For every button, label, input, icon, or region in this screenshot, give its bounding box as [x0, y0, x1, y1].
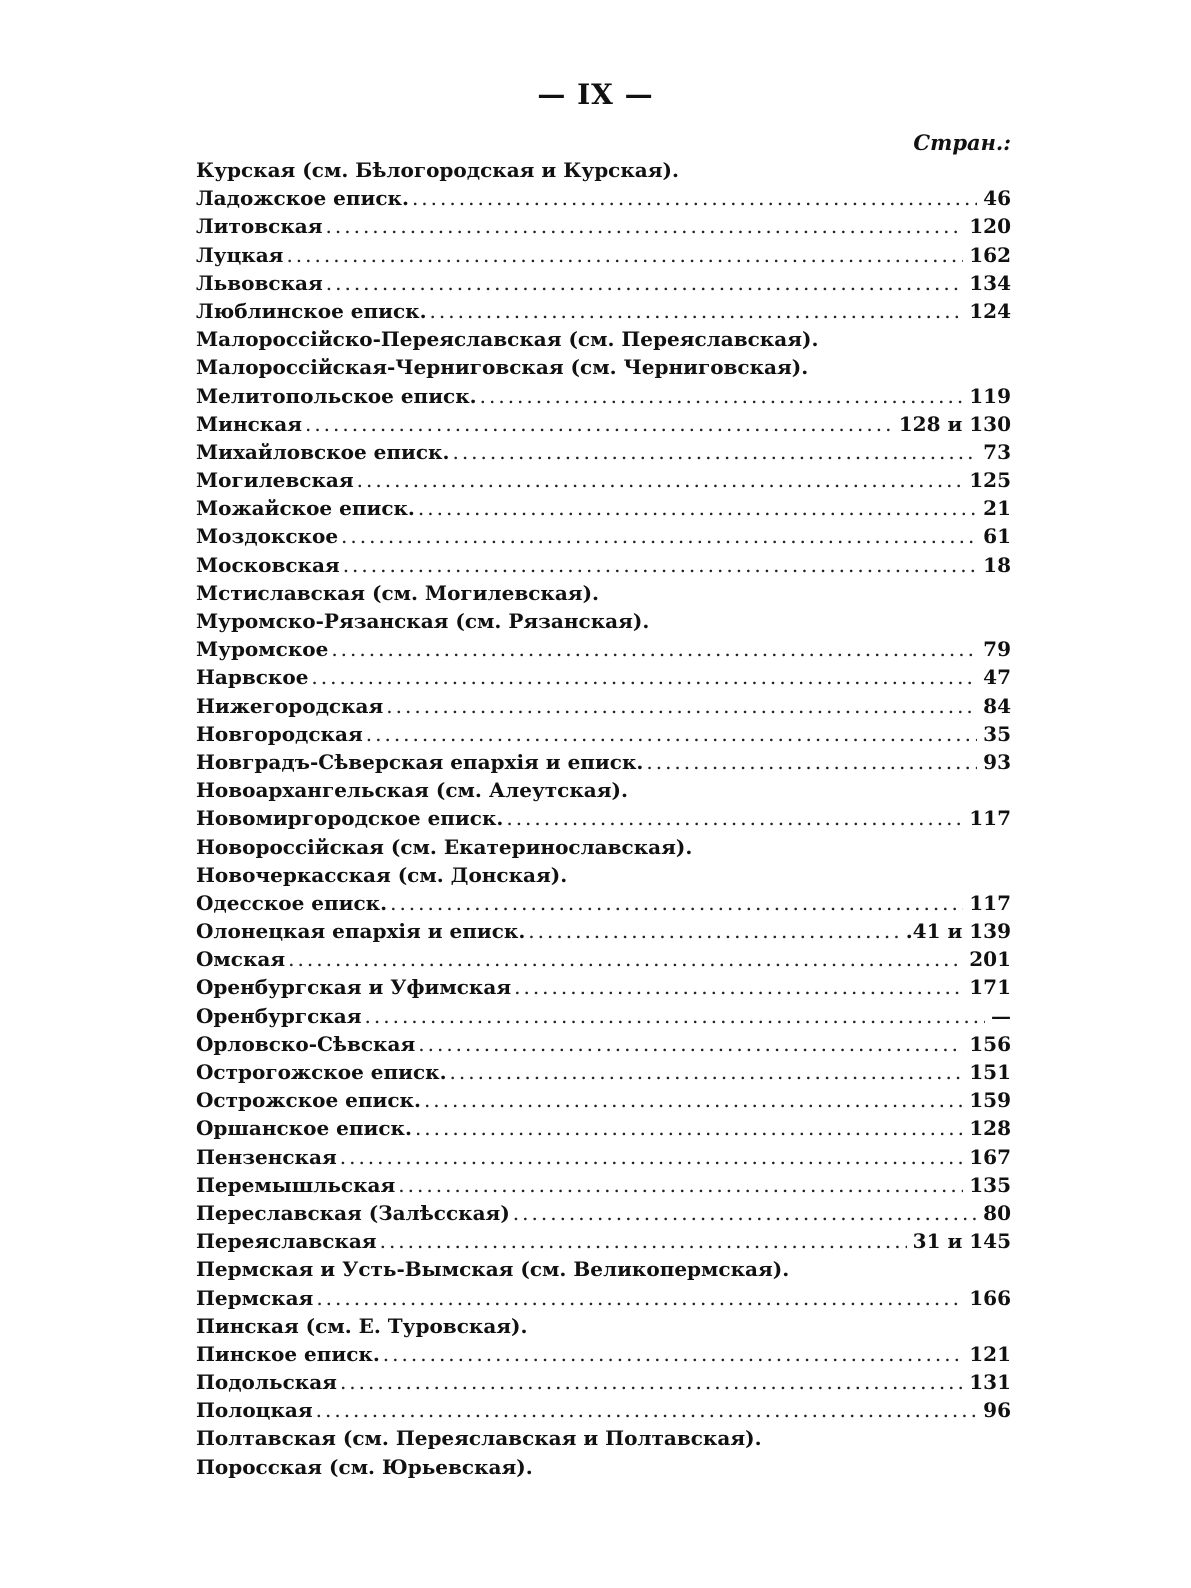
dot-leader [288, 947, 963, 971]
index-entry [196, 919, 1011, 947]
entry-page: 135 [969, 1172, 1011, 1197]
entry-name: Можайское еписк. [196, 496, 415, 521]
entry-page: 134 [969, 270, 1011, 295]
entry-page: 93 [983, 749, 1011, 774]
entry-page: 31 и 145 [912, 1229, 1011, 1254]
dot-leader [452, 440, 977, 464]
dot-leader [513, 1201, 977, 1225]
dot-leader [506, 806, 963, 830]
index-entry [196, 1116, 1011, 1144]
index-entry [196, 750, 1011, 778]
entry-page: 159 [969, 1088, 1011, 1113]
entry-page: 47 [983, 665, 1011, 690]
dot-leader [528, 919, 899, 943]
index-entry [196, 299, 1011, 327]
index-entry [196, 1004, 1011, 1032]
entry-page: 117 [969, 806, 1011, 831]
index-entry [196, 1455, 1011, 1483]
index-entry [196, 158, 1011, 186]
entry-name: Оренбургская и Уфимская [196, 975, 512, 1000]
entry-name: Люблинское еписк. [196, 298, 427, 323]
entry-name: Новградъ-Сѣверская епархія и еписк. [196, 749, 644, 774]
dot-leader [316, 1286, 963, 1310]
dot-leader [480, 384, 964, 408]
entry-page: 162 [969, 242, 1011, 267]
entry-page: 201 [969, 947, 1011, 972]
dot-leader [311, 665, 977, 689]
entry-page: 171 [969, 975, 1011, 1000]
entry-page: 156 [969, 1031, 1011, 1056]
entry-name: Новоархангельская (см. Алеутская). [196, 778, 628, 803]
index-entry [196, 468, 1011, 496]
entry-name: Луцкая [196, 242, 284, 267]
entry-page: 21 [983, 496, 1011, 521]
index-entry [196, 1398, 1011, 1426]
entry-page: 125 [969, 468, 1011, 493]
entry-name: Острожское еписк. [196, 1088, 421, 1113]
entry-name: Олонецкая епархія и еписк. [196, 919, 526, 944]
entry-name: Полтавская (см. Переяславская и Полтавская). [196, 1426, 762, 1451]
index-entry [196, 1229, 1011, 1257]
index-entry [196, 384, 1011, 412]
dot-leader [340, 1370, 963, 1394]
entry-page: 131 [969, 1370, 1011, 1395]
entry-name: Омская [196, 947, 286, 972]
index-entry [196, 863, 1011, 891]
index-entry [196, 1201, 1011, 1229]
dot-leader [418, 496, 977, 520]
dot-leader [341, 524, 977, 548]
index-entry [196, 243, 1011, 271]
entry-page: 96 [983, 1398, 1011, 1423]
entry-name: Литовская [196, 214, 323, 239]
entry-name: Перемышльская [196, 1172, 396, 1197]
entry-page: 128 и 130 [898, 411, 1011, 436]
index-entry [196, 1314, 1011, 1342]
dot-leader [365, 1004, 985, 1028]
entry-page: 167 [969, 1144, 1011, 1169]
index-entry [196, 581, 1011, 609]
index-entry [196, 1426, 1011, 1454]
entry-name: Пинская (см. Е. Туровская). [196, 1313, 528, 1338]
dot-leader [316, 1398, 978, 1422]
entry-name: Мстиславская (см. Могилевская). [196, 580, 600, 605]
index-entry [196, 1286, 1011, 1314]
entry-name: Михайловское еписк. [196, 439, 450, 464]
entry-page: .41 и 139 [905, 919, 1011, 944]
entry-name: Переславская (Залѣсская) [196, 1200, 510, 1225]
entry-name: Оршанское еписк. [196, 1116, 412, 1141]
index-entry [196, 806, 1011, 834]
entry-page: 80 [983, 1200, 1011, 1225]
index-entry [196, 835, 1011, 863]
entry-name: Пензенская [196, 1144, 337, 1169]
entry-name: Пинское еписк. [196, 1341, 380, 1366]
index-entry [196, 496, 1011, 524]
index-entry [196, 524, 1011, 552]
entry-page: 73 [983, 439, 1011, 464]
index-entry [196, 1060, 1011, 1088]
entry-name: Моздокское [196, 524, 339, 549]
entry-page: 120 [969, 214, 1011, 239]
index-entry [196, 186, 1011, 214]
index-entry [196, 1145, 1011, 1173]
entry-page: 119 [969, 383, 1011, 408]
entry-name: Пермская и Усть-Вымская (см. Великопермская). [196, 1257, 790, 1282]
index-list [196, 158, 1011, 1483]
entry-name: Львовская [196, 270, 323, 295]
dot-leader [412, 186, 977, 210]
entry-page: 84 [983, 693, 1011, 718]
dot-leader [343, 553, 977, 577]
entry-name: Мелитопольское еписк. [196, 383, 477, 408]
dot-leader [450, 1060, 964, 1084]
dot-leader [386, 694, 977, 718]
entry-page: — [991, 1003, 1011, 1028]
dot-leader [646, 750, 977, 774]
index-entry [196, 891, 1011, 919]
dot-leader [383, 1342, 963, 1366]
entry-page: 151 [969, 1060, 1011, 1084]
entry-page: 117 [969, 890, 1011, 915]
entry-page: 61 [983, 524, 1011, 549]
dot-leader [357, 468, 964, 492]
entry-page: 121 [969, 1341, 1011, 1366]
dot-leader [390, 891, 963, 915]
entry-name: Оренбургская [196, 1003, 362, 1028]
dot-leader [430, 299, 964, 323]
entry-name: Муромско-Рязанская (см. Рязанская). [196, 609, 650, 633]
entry-name: Нижегородская [196, 693, 384, 718]
entry-page: 46 [983, 186, 1011, 211]
index-entry [196, 553, 1011, 581]
dot-leader [326, 214, 964, 238]
entry-name: Могилевская [196, 468, 354, 493]
index-entry [196, 355, 1011, 383]
entry-name: Малороссійско-Переяславская (см. Переяславская). [196, 327, 819, 352]
entry-page: 35 [983, 721, 1011, 746]
dot-leader [418, 1032, 963, 1056]
index-entry [196, 609, 1011, 637]
index-entry [196, 694, 1011, 722]
dot-leader [366, 722, 977, 746]
entry-name: Курская (см. Бѣлогородская и Курская). [196, 158, 679, 182]
entry-page: 79 [983, 637, 1011, 662]
entry-name: Полоцкая [196, 1398, 313, 1423]
index-entry [196, 722, 1011, 750]
dot-leader [514, 975, 963, 999]
dot-leader [286, 243, 963, 267]
entry-name: Переяславская [196, 1229, 377, 1254]
entry-name: Поросская (см. Юрьевская). [196, 1454, 533, 1479]
entry-page: 128 [969, 1116, 1011, 1141]
page-number: — IX — [537, 78, 654, 111]
index-entry [196, 271, 1011, 299]
dot-leader [305, 412, 893, 436]
entry-name: Московская [196, 552, 340, 577]
entry-name: Ладожское еписк. [196, 186, 409, 211]
entry-page: 166 [969, 1285, 1011, 1310]
entry-name: Новороссійская (см. Екатеринославская). [196, 834, 693, 859]
entry-name: Новочеркасская (см. Донская). [196, 862, 568, 887]
dot-leader [326, 271, 964, 295]
dot-leader [424, 1088, 963, 1112]
index-entry [196, 214, 1011, 242]
entry-name: Муромское [196, 637, 329, 662]
index-entry [196, 637, 1011, 665]
dot-leader [398, 1173, 963, 1197]
index-entry [196, 1370, 1011, 1398]
index-entry [196, 1173, 1011, 1201]
entry-name: Пермская [196, 1285, 314, 1310]
entry-name: Нарвское [196, 665, 309, 690]
entry-name: Острогожское еписк. [196, 1060, 447, 1084]
index-entry [196, 412, 1011, 440]
entry-name: Новгородская [196, 721, 363, 746]
index-entry [196, 947, 1011, 975]
index-entry [196, 327, 1011, 355]
entry-name: Новомиргородское еписк. [196, 806, 504, 831]
entry-page: 124 [969, 298, 1011, 323]
entry-name: Малороссійская-Черниговская (см. Черниговская). [196, 355, 809, 380]
entry-name: Одесское еписк. [196, 890, 388, 915]
entry-page: 18 [983, 552, 1011, 577]
entry-name: Минская [196, 411, 302, 436]
index-entry [196, 1032, 1011, 1060]
entry-name: Орловско-Сѣвская [196, 1031, 416, 1056]
index-entry [196, 975, 1011, 1003]
dot-leader [415, 1116, 963, 1140]
dot-leader [340, 1145, 964, 1169]
index-entry [196, 778, 1011, 806]
index-entry [196, 1088, 1011, 1116]
entry-name: Подольская [196, 1370, 337, 1395]
dot-leader [331, 637, 977, 661]
index-entry [196, 1342, 1011, 1370]
index-entry [196, 440, 1011, 468]
dot-leader [380, 1229, 907, 1253]
page-column-header: Стран.: [913, 130, 1011, 155]
index-entry [196, 665, 1011, 693]
index-entry [196, 1257, 1011, 1285]
